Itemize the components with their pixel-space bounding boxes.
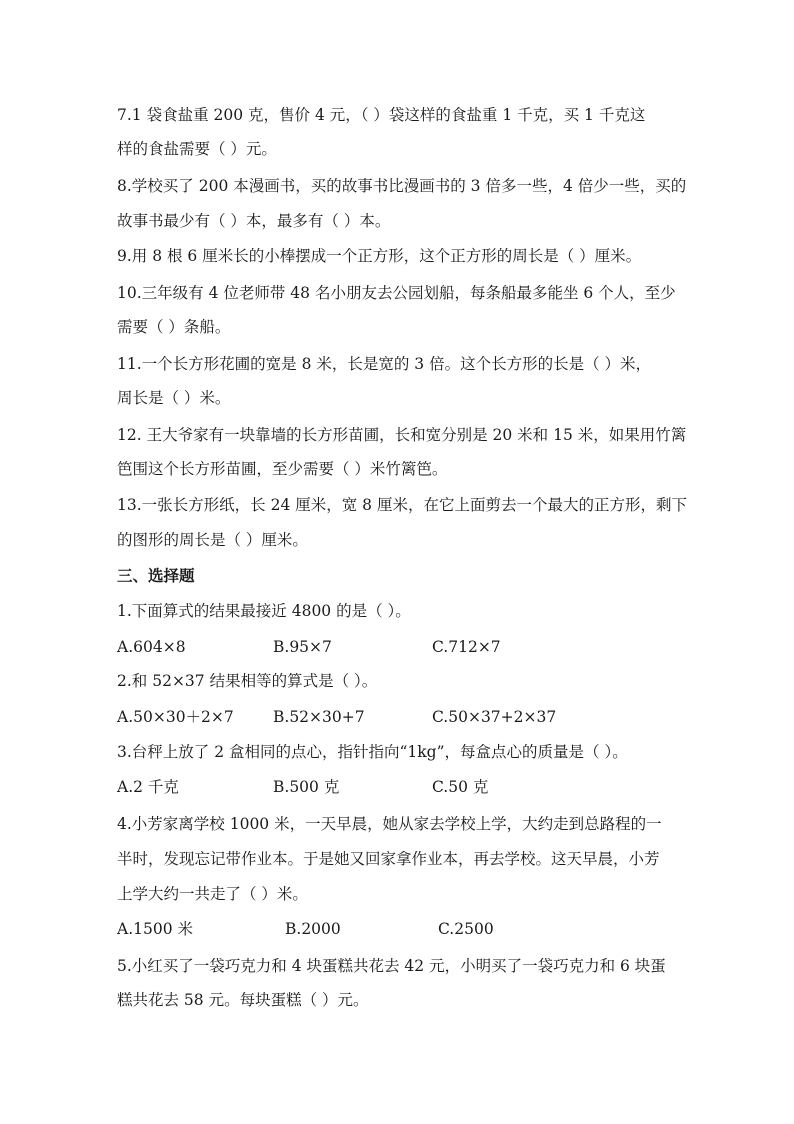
q13-line1: 13.一张长方形纸，长 24 厘米，宽 8 厘米，在它上面剪去一个最大的正方形，剩下 [117, 496, 687, 514]
choice-q5-line2: 糕共花去 58 元。每块蛋糕（ ）元。 [117, 991, 369, 1009]
choice-q4-line1: 4.小芳家离学校 1000 米，一天早晨，她从家去学校上学，大约走到总路程的一 [117, 815, 662, 833]
choice-q3-options [117, 776, 717, 798]
q12-line1: 12. 王大爷家有一块靠墙的长方形苗圃，长和宽分别是 20 米和 15 米，如果用竹篱 [117, 426, 687, 444]
choice-q2-text: 2.和 52×37 结果相等的算式是（ ）。 [117, 672, 378, 690]
choice-q2-options [117, 706, 717, 728]
q9-line1: 9.用 8 根 6 厘米长的小棒摆成一个正方形，这个正方形的周长是（ ）厘米。 [117, 247, 642, 265]
q12-line2: 笆围这个长方形苗圃，至少需要（ ）米竹篱笆。 [117, 460, 448, 478]
option-b: B.2000 [285, 920, 341, 938]
q7-line2: 样的食盐需要（ ）元。 [117, 140, 277, 158]
option-b: B.95×7 [273, 638, 332, 656]
option-c: C.2500 [438, 920, 494, 938]
choice-q4-line2: 半时，发现忘记带作业本。于是她又回家拿作业本，再去学校。这天早晨，小芳 [117, 850, 660, 868]
q10-line2: 需要（ ）条船。 [117, 318, 231, 336]
option-a: A.50×30＋2×7 [117, 708, 234, 726]
choice-q1-options [117, 636, 717, 658]
q8-line2: 故事书最少有（ ）本，最多有（ ）本。 [117, 212, 391, 230]
choice-q4-options [117, 918, 717, 940]
q11-line1: 11.一个长方形花圃的宽是 8 米，长是宽的 3 倍。这个长方形的长是（ ）米， [117, 355, 652, 373]
option-b: B.500 克 [273, 778, 340, 796]
q10-line1: 10.三年级有 4 位老师带 48 名小朋友去公园划船，每条船最多能坐 6 个人，至少 [117, 284, 676, 302]
choice-q3-text: 3.台秤上放了 2 盒相同的点心，指针指向“1kg”，每盒点心的质量是（ ）。 [117, 743, 628, 761]
q11-line2: 周长是（ ）米。 [117, 389, 231, 407]
q13-line2: 的图形的周长是（ ）厘米。 [117, 531, 308, 549]
option-c: C.50 克 [432, 778, 489, 796]
section-heading: 三、选择题 [117, 566, 195, 585]
q7-line1: 7.1 袋食盐重 200 克，售价 4 元，（ ）袋这样的食盐重 1 千克，买 1 千克这 [117, 106, 646, 124]
choice-q4-line3: 上学大约一共走了（ ）米。 [117, 885, 308, 903]
option-b: B.52×30+7 [273, 708, 365, 726]
option-c: C.50×37+2×37 [432, 708, 557, 726]
choice-q1-text: 1.下面算式的结果最接近 4800 的是（ ）。 [117, 602, 411, 620]
option-c: C.712×7 [432, 638, 501, 656]
option-a: A.604×8 [117, 638, 186, 656]
option-a: A.1500 米 [117, 920, 193, 938]
option-a: A.2 千克 [117, 778, 179, 796]
q8-line1: 8.学校买了 200 本漫画书，买的故事书比漫画书的 3 倍多一些，4 倍少一些，买的 [117, 177, 687, 195]
choice-q5-line1: 5.小红买了一袋巧克力和 4 块蛋糕共花去 42 元，小明买了一袋巧克力和 6 块蛋 [117, 957, 666, 975]
